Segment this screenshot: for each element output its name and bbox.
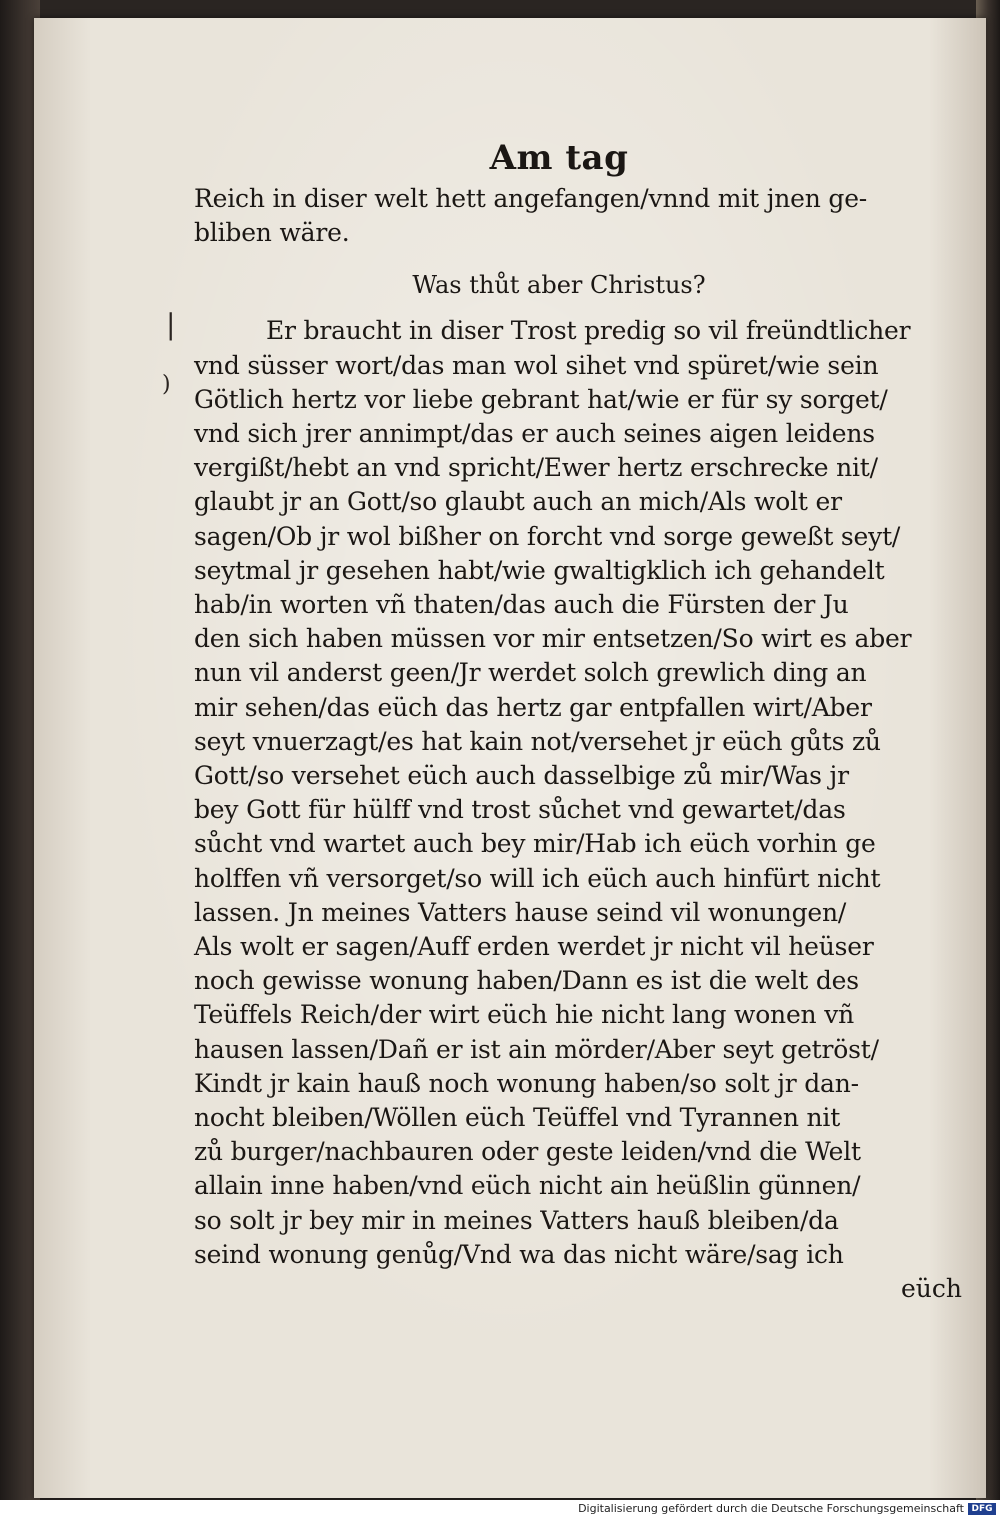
text-line: seyt vnuerzagt/es hat kain not/versehet jr eüch gůts zů bbox=[194, 726, 881, 756]
page-text bbox=[194, 138, 984, 1306]
text-line: bliben wäre. bbox=[194, 218, 350, 248]
text-line: Kindt jr kain hauß noch wonung haben/so solt jr dan- bbox=[194, 1068, 859, 1098]
text-line: sůcht vnd wartet auch bey mir/Hab ich eüch vorhin ge bbox=[194, 829, 876, 859]
text-line: holffen vñ versorget/so will ich eüch auch hinfürt nicht bbox=[194, 863, 881, 893]
margin-mark-bar: | bbox=[166, 308, 176, 341]
digitization-footer bbox=[0, 1500, 1000, 1518]
text-line: Als wolt er sagen/Auff erden werdet jr nicht vil heüser bbox=[194, 932, 874, 962]
running-head: Am tag bbox=[489, 138, 629, 178]
text-line: lassen. Jn meines Vatters hause seind vil wonungen/ bbox=[194, 897, 847, 927]
text-line: nocht bleiben/Wöllen eüch Teüffel vnd Tyrannen nit bbox=[194, 1103, 841, 1133]
text-line: den sich haben müssen vor mir entsetzen/So wirt es aber bbox=[194, 624, 912, 654]
text-line: Götlich hertz vor liebe gebrant hat/wie er für sy sorget/ bbox=[194, 384, 888, 414]
lines-before-heading bbox=[194, 182, 984, 250]
section-subheading: Was thůt aber Christus? bbox=[412, 271, 706, 300]
text-line: seytmal jr gesehen habt/wie gwaltigklich ich gehandelt bbox=[194, 555, 885, 585]
text-line: Reich in diser welt hett angefangen/vnnd mit jnen ge- bbox=[194, 184, 868, 213]
text-line: nun vil anderst geen/Jr werdet solch grewlich ding an bbox=[194, 658, 867, 688]
text-line: vnd süsser wort/das man wol sihet vnd spüret/wie sein bbox=[194, 350, 879, 380]
book-page bbox=[34, 18, 986, 1498]
text-line: hausen lassen/Dañ er ist ain mörder/Aber seyt getröst/ bbox=[194, 1034, 879, 1064]
text-line: hab/in worten vñ thaten/das auch die Fürsten der Ju bbox=[194, 590, 849, 620]
funding-credit: Digitalisierung gefördert durch die Deutsche Forschungsgemeinschaft bbox=[578, 1502, 964, 1515]
text-line: noch gewisse wonung haben/Dann es ist die welt des bbox=[194, 966, 859, 996]
text-line: Teüffels Reich/der wirt eüch hie nicht lang wonen vñ bbox=[194, 1000, 855, 1030]
text-line: vergißt/hebt an vnd spricht/Ewer hertz erschrecke nit/ bbox=[194, 453, 878, 483]
text-line: allain inne haben/vnd eüch nicht ain heüßlin günnen/ bbox=[194, 1171, 861, 1201]
text-line: vnd sich jrer annimpt/das er auch seines aigen leidens bbox=[194, 419, 875, 449]
dfg-logo: DFG bbox=[968, 1503, 996, 1515]
text-line: seind wonung genůg/Vnd wa das nicht wäre/sag ich bbox=[194, 1239, 844, 1269]
lines-after-heading bbox=[194, 314, 984, 1272]
text-line: Er braucht in diser Trost predig so vil freündtlicher bbox=[266, 316, 911, 346]
text-line: glaubt jr an Gott/so glaubt auch an mich/Als wolt er bbox=[194, 487, 842, 517]
text-line: Gott/so versehet eüch auch dasselbige zů mir/Was jr bbox=[194, 761, 849, 791]
text-line: so solt jr bey mir in meines Vatters hauß bleiben/da bbox=[194, 1205, 839, 1235]
text-line: mir sehen/das eüch das hertz gar entpfallen wirt/Aber bbox=[194, 692, 872, 722]
margin-mark-paren: ) bbox=[162, 372, 171, 397]
text-line: zů burger/nachbauren oder geste leiden/vnd die Welt bbox=[194, 1137, 861, 1167]
text-line: bey Gott für hülff vnd trost sůchet vnd gewartet/das bbox=[194, 795, 846, 825]
text-line: sagen/Ob jr wol bißher on forcht vnd sorge geweßt seyt/ bbox=[194, 521, 901, 551]
catchword: eüch bbox=[901, 1274, 962, 1304]
